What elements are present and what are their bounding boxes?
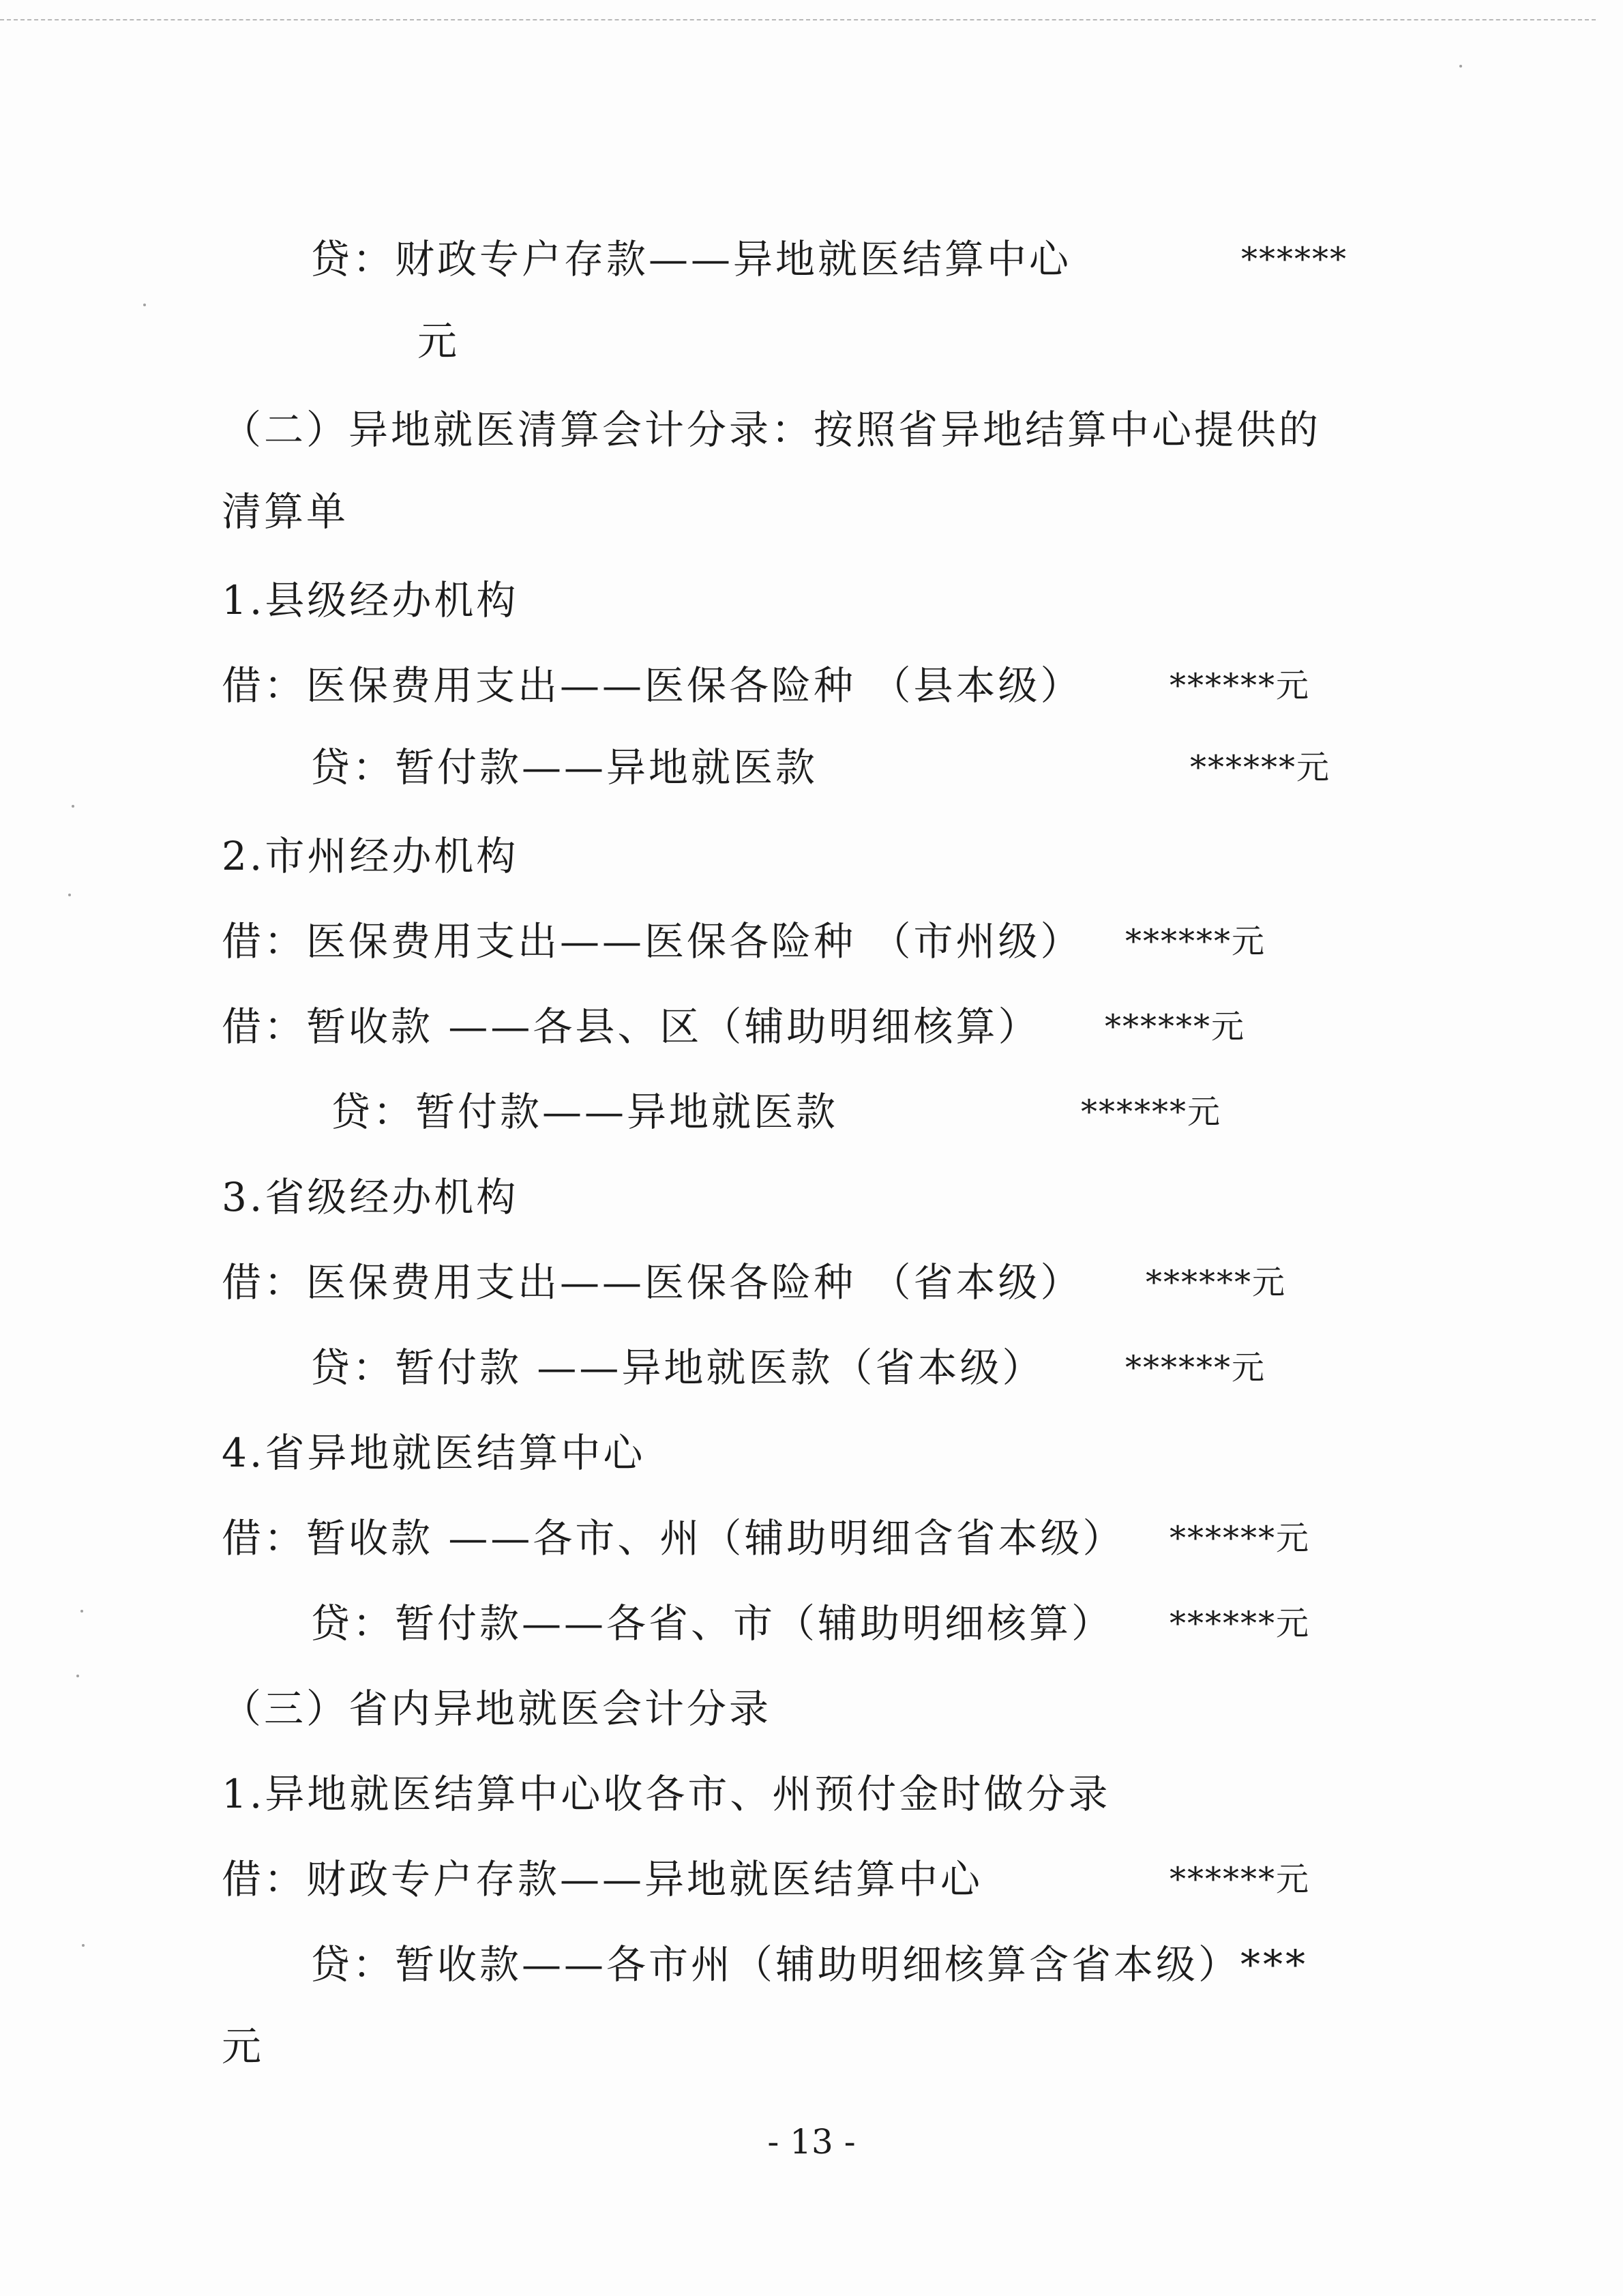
scan-edge-rule: [0, 19, 1596, 20]
entry-line-city-credit: 贷：暂付款——异地就医款: [331, 1089, 839, 1135]
entry-line-center-debit: 借：暂收款 ——各市、州（辅助明细含省本级）: [222, 1515, 1125, 1561]
subheading-province: 3.省级经办机构: [222, 1174, 519, 1220]
entry-line-prepay-debit: 借：财政专户存款——异地就医结算中心: [222, 1856, 983, 1902]
entry-amount-1: ******: [1241, 240, 1347, 278]
scan-speck: [1459, 65, 1462, 68]
scan-speck: [68, 894, 71, 896]
entry-amount-center-credit: ******元: [1170, 1604, 1311, 1643]
subheading-city: 2.市州经办机构: [222, 833, 519, 879]
page-number: - 13 -: [767, 2122, 856, 2162]
entry-amount-city-debit-2: ******元: [1105, 1007, 1246, 1046]
entry-line-center-credit: 贷：暂付款——各省、市（辅助明细核算）: [310, 1600, 1114, 1647]
subheading-county: 1.县级经办机构: [222, 577, 519, 623]
subheading-prepayment: 1.异地就医结算中心收各市、州预付金时做分录: [222, 1771, 1111, 1817]
entry-amount-province-debit: ******元: [1146, 1263, 1287, 1301]
entry-line-province-debit: 借：医保费用支出——医保各险种 （省本级）: [222, 1259, 1083, 1306]
entry-line-province-credit: 贷：暂付款 ——异地就医款（省本级）: [310, 1344, 1045, 1391]
subheading-center: 4.省异地就医结算中心: [222, 1430, 646, 1476]
entry-amount-county-debit: ******元: [1170, 666, 1311, 705]
entry-amount-city-credit: ******元: [1081, 1093, 1222, 1131]
entry-line-county-debit: 借：医保费用支出——医保各险种 （县本级）: [222, 662, 1083, 709]
entry-amount-prepay-debit: ******元: [1170, 1860, 1311, 1898]
entry-line-2: 元: [417, 318, 460, 364]
scan-speck: [143, 304, 146, 306]
entry-line-prepay-credit-cont: 元: [222, 2023, 265, 2070]
entry-amount-city-debit-1: ******元: [1125, 922, 1266, 960]
entry-line-city-debit-2: 借：暂收款 ——各县、区（辅助明细核算）: [222, 1003, 1041, 1050]
scan-speck: [82, 1944, 85, 1947]
section-heading-2: （二）异地就医清算会计分录：按照省异地结算中心提供的: [222, 407, 1322, 453]
entry-line-prepay-credit: 贷：暂收款——各市州（辅助明细核算含省本级）***: [310, 1941, 1309, 1988]
entry-amount-province-credit: ******元: [1125, 1349, 1266, 1387]
section-heading-3: （三）省内异地就医会计分录: [222, 1686, 772, 1732]
entry-line-city-debit-1: 借：医保费用支出——医保各险种 （市州级）: [222, 918, 1083, 965]
entry-line-1: 贷：财政专户存款——异地就医结算中心: [310, 236, 1072, 282]
entry-line-county-credit: 贷：暂付款——异地就医款: [310, 744, 818, 791]
scan-speck: [76, 1675, 79, 1677]
entry-amount-center-debit: ******元: [1170, 1519, 1311, 1557]
scan-speck: [80, 1610, 83, 1613]
section-heading-2-cont: 清算单: [222, 488, 349, 535]
scan-speck: [72, 805, 74, 808]
entry-amount-county-credit: ******元: [1190, 748, 1331, 786]
